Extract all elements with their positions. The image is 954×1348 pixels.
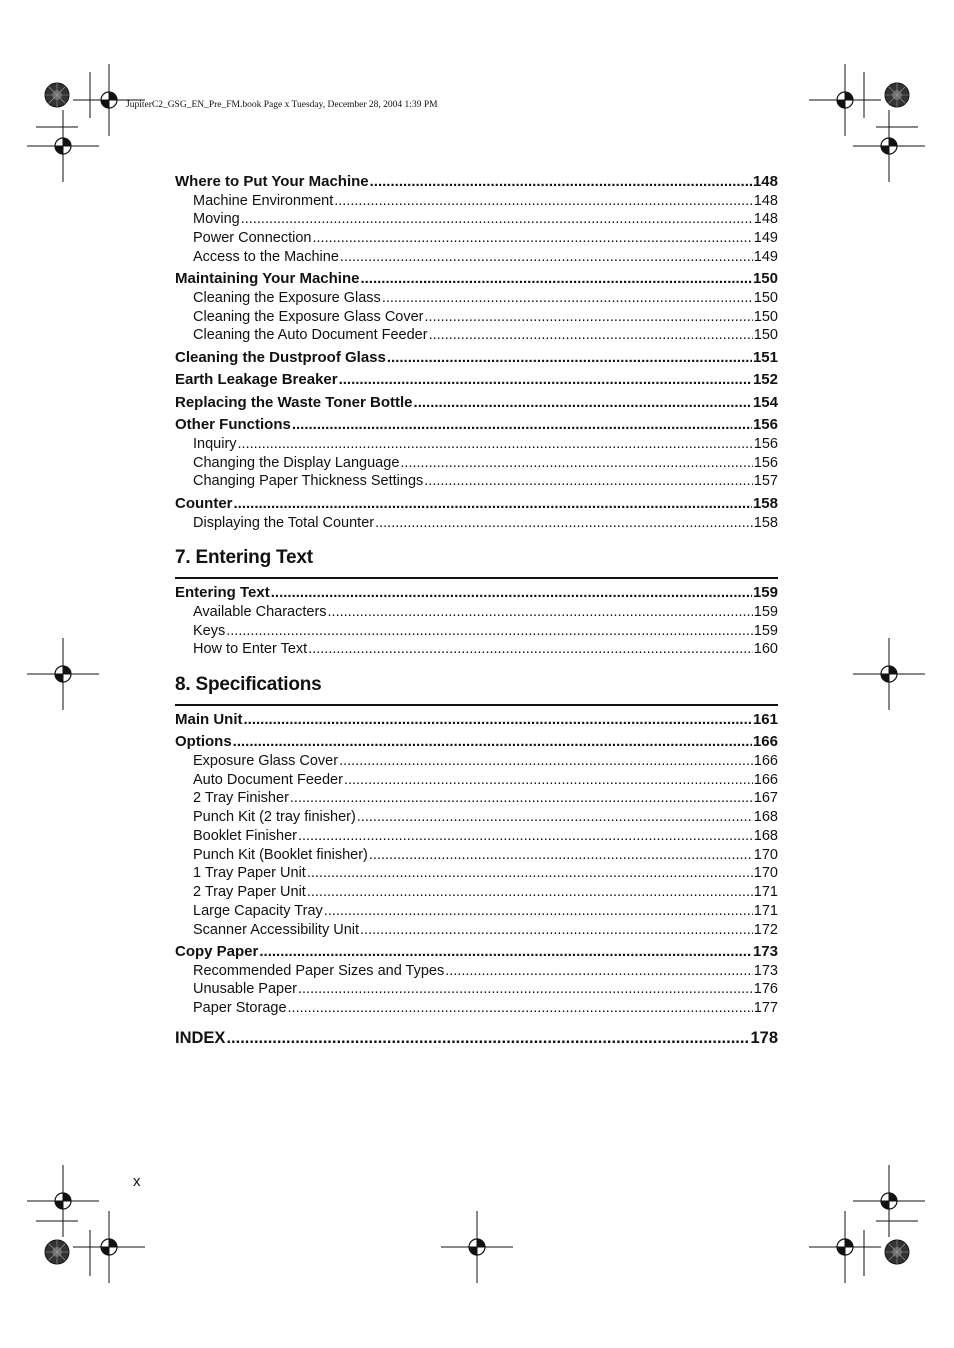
- toc-entry-label: Punch Kit (Booklet finisher): [193, 847, 368, 863]
- toc-entry-label: Entering Text: [175, 584, 270, 601]
- toc-entry-label: Unusable Paper: [193, 981, 297, 997]
- toc-entry-page: 152: [752, 371, 778, 388]
- dot-leader: [244, 711, 752, 728]
- toc-entry-label: Auto Document Feeder: [193, 772, 343, 788]
- dot-leader: [369, 847, 753, 863]
- chapter-8-heading: 8. Specifications: [175, 674, 778, 706]
- toc-entry-label: Power Connection: [193, 230, 312, 246]
- toc-entry-label: Booklet Finisher: [193, 828, 297, 844]
- toc-entry-label: Copy Paper: [175, 943, 259, 960]
- dot-leader: [414, 394, 752, 411]
- crosshair-mark-bottom-right-b: [809, 1211, 881, 1283]
- toc-subsection-entry[interactable]: [175, 922, 778, 938]
- toc-subsection-entry[interactable]: [175, 193, 778, 209]
- toc-entry-label: Paper Storage: [193, 1000, 287, 1016]
- toc-entry-label: Access to the Machine: [193, 249, 339, 265]
- dot-leader: [307, 884, 753, 900]
- dot-leader: [429, 327, 753, 343]
- dot-leader: [271, 584, 752, 601]
- dot-leader: [339, 753, 753, 769]
- toc-subsection-entry[interactable]: [175, 290, 778, 306]
- toc-subsection-entry[interactable]: [175, 604, 778, 620]
- dot-leader: [226, 1029, 749, 1048]
- toc-entry-label: Machine Environment: [193, 193, 334, 209]
- toc-entry-label: 1 Tray Paper Unit: [193, 865, 306, 881]
- toc-entry-page: 171: [753, 903, 778, 919]
- toc-entry-label: Cleaning the Exposure Glass Cover: [193, 309, 424, 325]
- toc-entry-label: Displaying the Total Counter: [193, 515, 375, 531]
- toc-section-entry[interactable]: [175, 394, 778, 411]
- starburst-mark-top-left: [45, 83, 69, 107]
- toc-subsection-entry[interactable]: [175, 623, 778, 639]
- toc-entry-page: 156: [752, 416, 778, 433]
- dot-leader: [241, 211, 753, 227]
- crosshair-mark-middle-right: [853, 638, 925, 710]
- dot-leader: [307, 865, 753, 881]
- toc-entry-page: 148: [753, 193, 778, 209]
- dot-leader: [387, 349, 752, 366]
- dot-leader: [424, 473, 753, 489]
- toc-subsection-entry[interactable]: [175, 903, 778, 919]
- toc-section-entry[interactable]: [175, 584, 778, 601]
- toc-subsection-entry[interactable]: [175, 327, 778, 343]
- toc-entry-page: 166: [752, 733, 778, 750]
- toc-subsection-entry[interactable]: [175, 455, 778, 471]
- toc-entry-page: 151: [752, 349, 778, 366]
- toc-index-entry[interactable]: [175, 1029, 778, 1048]
- toc-entry-label: Punch Kit (2 tray finisher): [193, 809, 356, 825]
- toc-section-entry[interactable]: [175, 173, 778, 190]
- toc-subsection-entry[interactable]: [175, 884, 778, 900]
- dot-leader: [324, 903, 753, 919]
- toc-entry-page: 167: [753, 790, 778, 806]
- toc-subsection-entry[interactable]: [175, 249, 778, 265]
- toc-entry-page: 150: [753, 290, 778, 306]
- dot-leader: [308, 641, 753, 657]
- toc-entry-page: 150: [752, 270, 778, 287]
- dot-leader: [313, 230, 753, 246]
- toc-entry-page: 171: [753, 884, 778, 900]
- toc-entry-page: 159: [752, 584, 778, 601]
- dot-leader: [226, 623, 753, 639]
- toc-entry-page: 150: [753, 327, 778, 343]
- dot-leader: [328, 604, 753, 620]
- toc-entry-page: 156: [753, 455, 778, 471]
- dot-leader: [340, 249, 753, 265]
- toc-entry-label: Changing the Display Language: [193, 455, 400, 471]
- toc-entry-label: Counter: [175, 495, 233, 512]
- toc-entry-page: 149: [753, 230, 778, 246]
- toc-subsection-entry[interactable]: [175, 981, 778, 997]
- dot-leader: [288, 1000, 753, 1016]
- toc-entry-page: 158: [752, 495, 778, 512]
- toc-subsection-entry[interactable]: [175, 211, 778, 227]
- dot-leader: [357, 809, 753, 825]
- toc-subsection-entry[interactable]: [175, 473, 778, 489]
- toc-entry-label: Cleaning the Auto Document Feeder: [193, 327, 428, 343]
- toc-subsection-entry[interactable]: [175, 641, 778, 657]
- toc-section-entry[interactable]: [175, 711, 778, 728]
- toc-entry-page: 148: [752, 173, 778, 190]
- toc-entry-page: 168: [753, 828, 778, 844]
- toc-entry-page: 173: [752, 943, 778, 960]
- dot-leader: [425, 309, 753, 325]
- dot-leader: [445, 963, 753, 979]
- toc-entry-label: Earth Leakage Breaker: [175, 371, 338, 388]
- toc-entry-page: 154: [752, 394, 778, 411]
- toc-section-entry[interactable]: [175, 495, 778, 512]
- toc-entry-page: 176: [753, 981, 778, 997]
- starburst-mark-top-right: [885, 83, 909, 107]
- dot-leader: [339, 371, 752, 388]
- toc-section-entry[interactable]: [175, 943, 778, 960]
- dot-leader: [400, 455, 752, 471]
- toc-subsection-entry[interactable]: [175, 436, 778, 452]
- toc-subsection-entry[interactable]: [175, 230, 778, 246]
- crosshair-mark-bottom-right-a: [853, 1165, 925, 1237]
- toc-entry-label: Keys: [193, 623, 226, 639]
- dot-leader: [292, 416, 752, 433]
- toc-entry-label: Where to Put Your Machine: [175, 173, 369, 190]
- toc-entry-page: 170: [753, 847, 778, 863]
- crosshair-mark-middle-left: [27, 638, 99, 710]
- toc-entry-label: INDEX: [175, 1029, 226, 1047]
- toc-entry-label: Exposure Glass Cover: [193, 753, 339, 769]
- toc-subsection-entry[interactable]: [175, 865, 778, 881]
- print-header-line: JupiterC2_GSG_EN_Pre_FM.book Page x Tuesday, December 28, 2004 1:39 PM: [126, 100, 438, 110]
- toc-entry-page: 166: [753, 772, 778, 788]
- toc-section-entry[interactable]: [175, 416, 778, 433]
- toc-entry-label: Options: [175, 733, 232, 750]
- toc-entry-page: 161: [752, 711, 778, 728]
- dot-leader: [259, 943, 752, 960]
- toc-subsection-entry[interactable]: [175, 828, 778, 844]
- crosshair-mark-bottom-left-a: [27, 1165, 99, 1237]
- toc-entry-label: Replacing the Waste Toner Bottle: [175, 394, 413, 411]
- dot-leader: [360, 270, 752, 287]
- toc-entry-label: Recommended Paper Sizes and Types: [193, 963, 445, 979]
- dot-leader: [360, 922, 753, 938]
- crosshair-mark-bottom-left-b: [73, 1211, 145, 1283]
- toc-entry-label: Large Capacity Tray: [193, 903, 323, 919]
- starburst-mark-bottom-left: [45, 1240, 69, 1264]
- toc-entry-page: 158: [753, 515, 778, 531]
- toc-entry-label: Cleaning the Dustproof Glass: [175, 349, 386, 366]
- toc-entry-page: 150: [753, 309, 778, 325]
- crosshair-mark-top-left-b: [27, 110, 99, 182]
- toc-section-entry[interactable]: [175, 733, 778, 750]
- toc-subsection-entry[interactable]: [175, 515, 778, 531]
- dot-leader: [382, 290, 753, 306]
- toc-section-entry[interactable]: [175, 349, 778, 366]
- toc-entry-page: 156: [753, 436, 778, 452]
- toc-entry-label: Cleaning the Exposure Glass: [193, 290, 381, 306]
- toc-subsection-entry[interactable]: [175, 963, 778, 979]
- chapter-7-heading: 7. Entering Text: [175, 547, 778, 579]
- toc-entry-page: 173: [753, 963, 778, 979]
- toc-entry-page: 172: [753, 922, 778, 938]
- crosshair-mark-bottom-center: [441, 1211, 513, 1283]
- toc-entry-page: 157: [753, 473, 778, 489]
- toc-entry-label: Main Unit: [175, 711, 243, 728]
- crosshair-mark-top-right-b: [853, 110, 925, 182]
- toc-entry-page: 160: [753, 641, 778, 657]
- toc-entry-label: Other Functions: [175, 416, 291, 433]
- dot-leader: [334, 193, 753, 209]
- toc-entry-page: 166: [753, 753, 778, 769]
- starburst-mark-bottom-right: [885, 1240, 909, 1264]
- dot-leader: [233, 733, 752, 750]
- crosshair-mark-top-right-a: [809, 64, 881, 136]
- dot-leader: [375, 515, 753, 531]
- toc-subsection-entry[interactable]: [175, 790, 778, 806]
- toc-entry-page: 148: [753, 211, 778, 227]
- page-number: x: [133, 1173, 141, 1190]
- dot-leader: [298, 828, 753, 844]
- toc-subsection-entry[interactable]: [175, 1000, 778, 1016]
- toc-entry-label: Inquiry: [193, 436, 237, 452]
- toc-entry-label: Scanner Accessibility Unit: [193, 922, 360, 938]
- dot-leader: [370, 173, 752, 190]
- toc-entry-page: 170: [753, 865, 778, 881]
- toc-subsection-entry[interactable]: [175, 809, 778, 825]
- toc-entry-label: Moving: [193, 211, 240, 227]
- toc-subsection-entry[interactable]: [175, 847, 778, 863]
- toc-entry-page: 159: [753, 623, 778, 639]
- toc-entry-label: How to Enter Text: [193, 641, 308, 657]
- toc-section-entry[interactable]: [175, 371, 778, 388]
- dot-leader: [234, 495, 752, 512]
- toc-entry-page: 177: [753, 1000, 778, 1016]
- toc-entry-page: 178: [750, 1029, 778, 1047]
- toc-entry-page: 149: [753, 249, 778, 265]
- toc-entry-page: 159: [753, 604, 778, 620]
- dot-leader: [298, 981, 753, 997]
- dot-leader: [238, 436, 753, 452]
- toc-entry-label: 2 Tray Finisher: [193, 790, 289, 806]
- toc-entry-label: 2 Tray Paper Unit: [193, 884, 306, 900]
- toc-entry-page: 168: [753, 809, 778, 825]
- toc-entry-label: Available Characters: [193, 604, 327, 620]
- toc-entry-label: Maintaining Your Machine: [175, 270, 360, 287]
- dot-leader: [290, 790, 753, 806]
- toc-subsection-entry[interactable]: [175, 772, 778, 788]
- toc-subsection-entry[interactable]: [175, 753, 778, 769]
- toc-subsection-entry[interactable]: [175, 309, 778, 325]
- toc-section-entry[interactable]: [175, 270, 778, 287]
- toc-entry-label: Changing Paper Thickness Settings: [193, 473, 424, 489]
- dot-leader: [344, 772, 753, 788]
